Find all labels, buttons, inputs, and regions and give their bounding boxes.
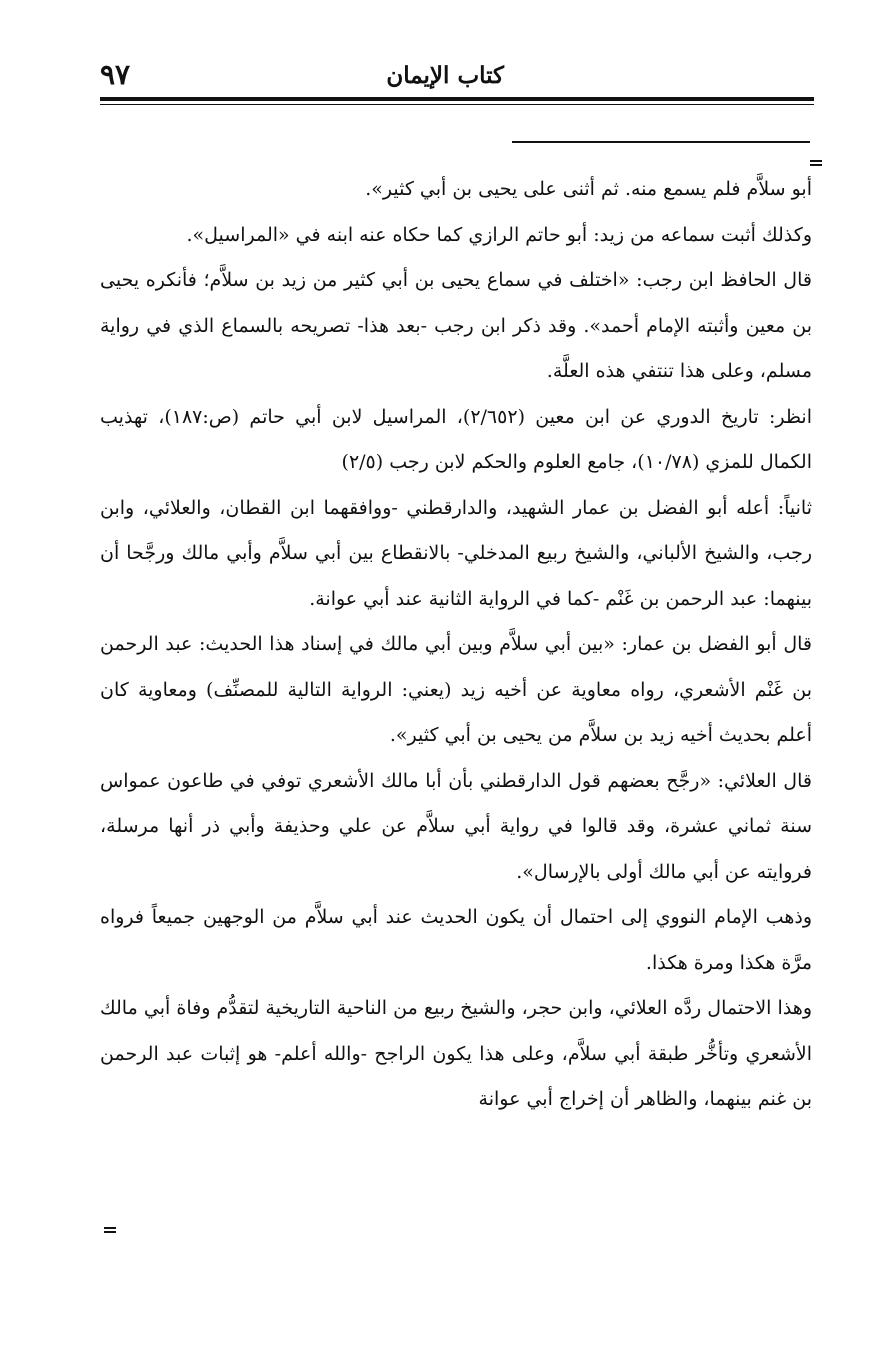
paragraph-3: قال الحافظ ابن رجب: «اختلف في سماع يحيى بن أبي كثير من زيد بن سلاَّم؛ فأنكره يحيى بن معين وأثبته الإمام أحمد». وقد ذكر ابن رجب -بعد هذا- تصريحه بالسماع الذي في رواية مسلم، وعلى هذا تنتفي هذه العلَّة. <box>100 269 812 382</box>
continuation-mark-bottom <box>104 1227 116 1233</box>
paragraph-9: وهذا الاحتمال ردَّه العلائي، وابن حجر، والشيخ ربيع من الناحية التاريخية لتقدُّم وفاة أبي مالك الأشعري وتأخُّر طبقة أبي سلاَّم، وعلى هذا يكون الراجح -والله أعلم- هو إثبات عبد الرحمن بن غنم بينهما، والظاهر أن إخراج أبي عوانة <box>100 997 812 1110</box>
footnote-separator <box>512 141 810 143</box>
page-number: ٩٧ <box>100 58 131 91</box>
header-rule-thick <box>100 97 814 101</box>
paragraph-8: وذهب الإمام النووي إلى احتمال أن يكون الحديث عند أبي سلاَّم من الوجهين جميعاً فرواه مرَّة هكذا ومرة هكذا. <box>100 906 812 974</box>
continuation-mark-top <box>810 160 822 166</box>
paragraph-2: وكذلك أثبت سماعه من زيد: أبو حاتم الرازي كما حكاه عنه ابنه في «المراسيل». <box>186 223 812 246</box>
paragraph-7: قال العلائي: «رجَّح بعضهم قول الدارقطني بأن أبا مالك الأشعري توفي في طاعون عمواس سنة ثماني عشرة، وقد قالوا في رواية أبي سلاَّم عن علي وحذيفة وأبي ذر أنها مرسلة، فروايته عن أبي مالك أولى بالإرسال». <box>100 769 812 883</box>
page-header <box>100 58 814 98</box>
paragraph-6: قال أبو الفضل بن عمار: «بين أبي سلاَّم وبين أبي مالك في إسناد هذا الحديث: عبد الرحمن بن غَنْم الأشعري، رواه معاوية عن أخيه زيد (يعني: الرواية التالية للمصنِّف) ومعاوية كان أعلم بحديث أخيه زيد بن سلاَّم من يحيى بن أبي كثير». <box>100 633 812 746</box>
paragraph-1: أبو سلاَّم فلم يسمع منه. ثم أثنى على يحيى بن أبي كثير». <box>365 178 812 200</box>
footnote-body <box>100 167 812 1123</box>
paragraph-4-references: انظر: تاريخ الدوري عن ابن معين (٢/٦٥٢)، المراسيل لابن أبي حاتم (ص:١٨٧)، تهذيب الكمال للمزي (١٠/٧٨)، جامع العلوم والحكم لابن رجب (٢/٥) <box>100 405 812 473</box>
header-rule-thin <box>100 104 814 105</box>
paragraph-5: ثانياً: أعله أبو الفضل بن عمار الشهيد، والدارقطني -ووافقهما ابن القطان، والعلائي، وابن رجب، والشيخ الألباني، والشيخ ربيع المدخلي- بالانقطاع بين أبي سلاَّم وأبي مالك ورجَّحا أن بينهما: عبد الرحمن بن غَنْم -كما في الرواية الثانية عند أبي عوانة. <box>100 496 812 610</box>
running-title: كتاب الإيمان <box>386 62 504 89</box>
